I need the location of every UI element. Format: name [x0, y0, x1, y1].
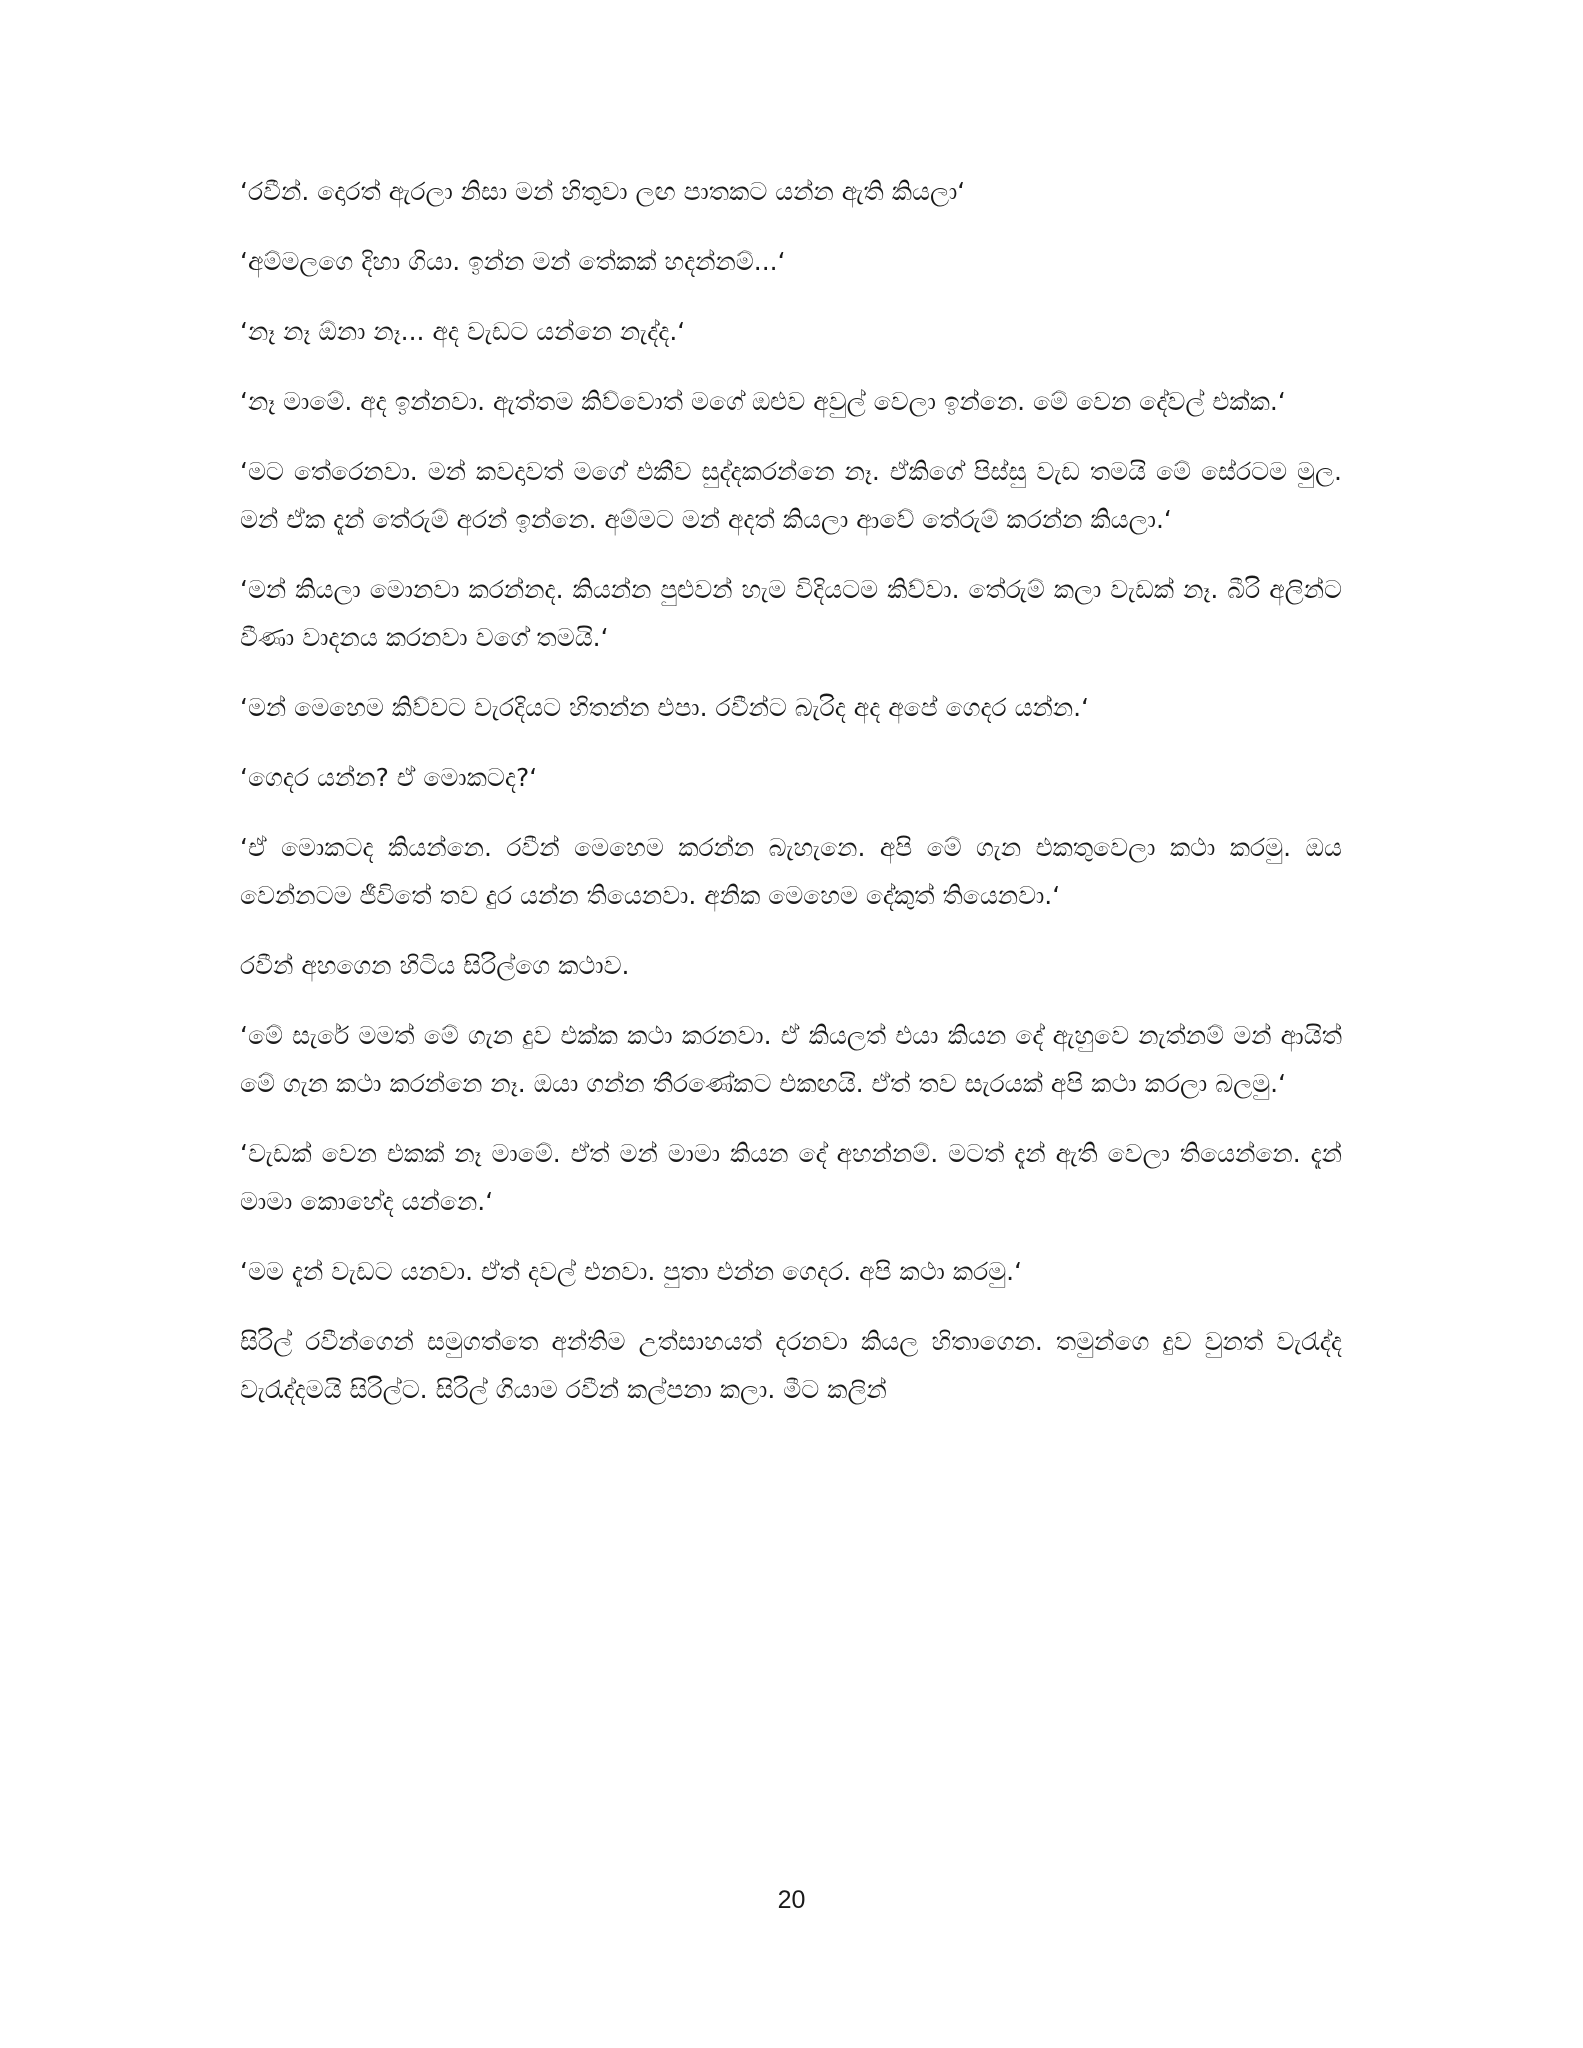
text-body: [240, 168, 1342, 1436]
paragraph: ‘රවීන්. දොරත් ඇරලා නිසා මන් හිතුවා ලඟ පාතකට යන්න ඇති කියලා‘: [240, 177, 966, 206]
paragraph: ‘ඒ මොකටද කියන්නෙ. රවීන් මෙහෙම කරන්න බැහැනෙ. අපි මේ ගැන එකතුවෙලා කථා කරමු. ඔය වෙන්නටම ජීවිතේ තව දුර යන්න තියෙනවා. අනික මෙහෙම දේකුත් තියෙනවා.‘: [240, 833, 1342, 910]
page-number: 20: [777, 1886, 806, 1914]
paragraph: ‘ගෙදර යන්න? ඒ මොකටද?‘: [240, 763, 538, 792]
paragraph: ‘මන් කියලා මොනවා කරන්නද. කියන්න පුළුවන් හැම විදියටම කිව්වා. තේරුම් කලා වැඩක් නෑ. බීරි අලින්ට වීණා වාදනය කරනවා වගේ තමයි.‘: [240, 575, 1342, 652]
paragraph: සිරිල් රවීන්ගෙන් සමුගත්තෙ අන්තිම උත්සාහයත් දරනවා කියල හිතාගෙන. තමුන්ගෙ දුව වුනත් වැරැද්ද වැරැද්දමයි සිරිල්ට. සිරිල් ගියාම රවීන් කල්පනා කලා. මීට කලින්: [240, 1327, 1342, 1404]
paragraph: ‘වැඩක් වෙන එකක් නෑ මාමේ. ඒත් මන් මාමා කියන දේ අහන්නම්. මටත් දැන් ඇති වෙලා තියෙන්නෙ. දැන් මාමා කොහේද යන්නෙ.‘: [240, 1139, 1342, 1216]
paragraph: ‘මට තේරෙනවා. මන් කවදාවත් මගේ එකීව සුද්දකරන්නෙ නෑ. ඒකිගේ පිස්සු වැඩ තමයි මේ සේරටම මුල. මන් ඒක දැන් තේරුම් අරන් ඉන්නෙ. අම්මට මන් අදත් කියලා ආවේ තේරුම් කරන්න කියලා.‘: [240, 457, 1342, 534]
paragraph: ‘මම දැන් වැඩට යනවා. ඒත් දවල් එනවා. පුතා එන්න ගෙදර. අපි කථා කරමු.‘: [240, 1257, 1023, 1286]
paragraph: ‘මන් මෙහෙම කිව්වට වැරදියට හිතන්න එපා. රවීන්ට බැරිද අද අපේ ගෙදර යන්න.‘: [240, 693, 1090, 722]
paragraph: ‘නෑ මාමේ. අද ඉන්නවා. ඇත්තම කිව්වොත් මගේ ඔළුව අවුල් වෙලා ඉන්නෙ. මේ වෙන දේවල් එක්ක.‘: [240, 387, 1286, 416]
paragraph: ‘මේ සැරේ මමත් මේ ගැන දුව එක්ක කථා කරනවා. ඒ කියලත් එයා කියන දේ ඇහුවෙ නැත්නම් මන් ආයිත් මේ ගැන කථා කරන්නෙ නෑ. ඔයා ගන්න තීරණේකට එකඟයි. ඒත් තව සැරයක් අපි කථා කරලා බලමු.‘: [240, 1021, 1342, 1098]
paragraph: රවීන් අහගෙන හිටිය සිරිල්ගෙ කථාව.: [240, 951, 630, 980]
paragraph: ‘නෑ නෑ ඕනා නෑ... අද වැඩට යන්නෙ නැද්ද.‘: [240, 317, 686, 346]
paragraph: ‘අම්මලගෙ දිහා ගියා. ඉන්න මන් තේකක් හදන්නම්...‘: [240, 247, 786, 276]
